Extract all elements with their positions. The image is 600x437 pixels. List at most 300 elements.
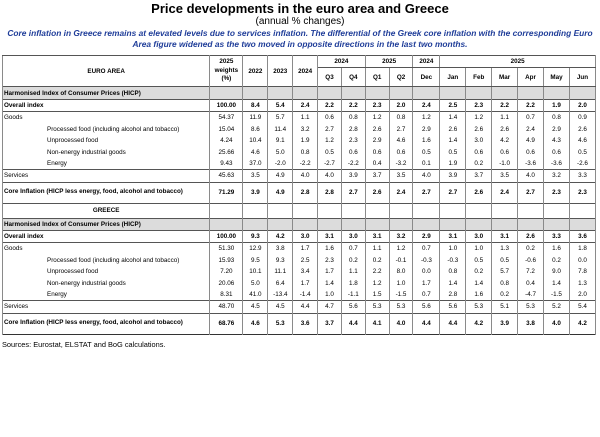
empty-cell (293, 218, 318, 230)
greece-value-cell: 3.1 (318, 230, 342, 242)
euro-value-cell: 0.5 (569, 146, 595, 157)
empty-cell (293, 203, 318, 218)
greece-value-cell: 1.4 (544, 277, 570, 288)
greece-row-label: Processed food (including alcohol and tobacco) (3, 255, 210, 266)
euro-value-cell: 4.0 (318, 170, 342, 182)
euro-value-cell: 15.04 (210, 124, 243, 135)
empty-cell (341, 87, 365, 99)
greece-value-cell: 7.8 (569, 266, 595, 277)
greece-value-cell: 3.4 (293, 266, 318, 277)
greece-value-cell: 1.4 (440, 277, 466, 288)
greece-value-cell: 1.7 (293, 243, 318, 255)
euro-value-cell: 0.6 (492, 146, 518, 157)
empty-cell (492, 87, 518, 99)
greece-value-cell: 51.30 (210, 243, 243, 255)
euro-value-cell: 4.24 (210, 135, 243, 146)
empty-cell (318, 87, 342, 99)
greece-value-cell: 100.00 (210, 230, 243, 242)
greece-value-cell: 0.0 (569, 255, 595, 266)
greece-row-label: Goods (3, 243, 210, 255)
euro-value-cell: 3.9 (341, 170, 365, 182)
greece-title: GREECE (3, 203, 210, 218)
empty-cell (440, 203, 466, 218)
euro-value-cell: 3.2 (293, 124, 318, 135)
greece-value-cell: -1.1 (341, 289, 365, 301)
greece-value-cell: 9.5 (243, 255, 268, 266)
empty-cell (440, 87, 466, 99)
greece-value-cell: 1.1 (365, 243, 389, 255)
greece-value-cell: 0.2 (466, 266, 492, 277)
header-group-2024: 2024 (318, 56, 366, 68)
euro-value-cell: 0.6 (341, 146, 365, 157)
euro-value-cell: 2.3 (544, 182, 570, 203)
greece-value-cell: 0.2 (365, 255, 389, 266)
greece-value-cell: 1.6 (466, 289, 492, 301)
euro-value-cell: 100.00 (210, 99, 243, 111)
empty-cell (210, 203, 243, 218)
euro-value-cell: 4.9 (268, 170, 293, 182)
greece-value-cell: 6.4 (268, 277, 293, 288)
empty-cell (341, 203, 365, 218)
empty-cell (440, 218, 466, 230)
greece-value-cell: 2.0 (569, 289, 595, 301)
euro-value-cell: 1.4 (440, 112, 466, 124)
euro-value-cell: -3.2 (389, 158, 413, 170)
euro-value-cell: 2.8 (293, 182, 318, 203)
euro-value-cell: 0.8 (293, 146, 318, 157)
greece-value-cell: 3.8 (518, 313, 544, 334)
euro-value-cell: -2.7 (318, 158, 342, 170)
euro-row (3, 182, 596, 203)
header-feb: Feb (466, 68, 492, 87)
empty-cell (268, 87, 293, 99)
greece-value-cell: 1.5 (365, 289, 389, 301)
empty-cell (210, 218, 243, 230)
greece-value-cell: 4.5 (268, 301, 293, 313)
greece-value-cell: -0.3 (413, 255, 440, 266)
euro-value-cell: -1.0 (492, 158, 518, 170)
euro-value-cell: 1.2 (365, 112, 389, 124)
euro-value-cell: 2.4 (413, 99, 440, 111)
empty-cell (365, 218, 389, 230)
euro-row-label: Services (3, 170, 210, 182)
greece-value-cell: 1.7 (318, 266, 342, 277)
greece-value-cell: 1.8 (341, 277, 365, 288)
greece-value-cell: 2.2 (365, 266, 389, 277)
greece-value-cell: 1.2 (389, 243, 413, 255)
greece-value-cell: 4.2 (268, 230, 293, 242)
greece-value-cell: 0.2 (518, 243, 544, 255)
euro-value-cell: 4.0 (413, 170, 440, 182)
euro-value-cell: 4.9 (518, 135, 544, 146)
euro-value-cell: 0.6 (365, 146, 389, 157)
empty-cell (389, 87, 413, 99)
euro-value-cell: 1.2 (413, 112, 440, 124)
greece-value-cell: 5.1 (492, 301, 518, 313)
euro-value-cell: 2.6 (365, 182, 389, 203)
empty-cell (569, 218, 595, 230)
euro-value-cell: 9.43 (210, 158, 243, 170)
empty-cell (389, 218, 413, 230)
empty-cell (243, 203, 268, 218)
euro-value-cell: -2.0 (268, 158, 293, 170)
euro-row (3, 135, 596, 146)
greece-value-cell: 2.6 (518, 230, 544, 242)
greece-value-cell: 1.0 (440, 243, 466, 255)
euro-value-cell: 2.8 (341, 124, 365, 135)
euro-value-cell: 2.9 (544, 124, 570, 135)
greece-value-cell: 4.4 (341, 313, 365, 334)
euro-value-cell: 2.6 (466, 182, 492, 203)
greece-value-cell: -0.6 (518, 255, 544, 266)
greece-value-cell: 3.0 (293, 230, 318, 242)
empty-cell (365, 203, 389, 218)
greece-value-cell: -1.5 (389, 289, 413, 301)
euro-value-cell: 4.2 (492, 135, 518, 146)
euro-value-cell: 4.0 (293, 170, 318, 182)
greece-value-cell: 2.8 (440, 289, 466, 301)
euro-value-cell: 2.7 (389, 124, 413, 135)
euro-value-cell: 3.9 (243, 182, 268, 203)
greece-row (3, 266, 596, 277)
euro-value-cell: 2.0 (569, 99, 595, 111)
euro-value-cell: 2.7 (318, 124, 342, 135)
euro-value-cell: 2.2 (518, 99, 544, 111)
empty-cell (466, 87, 492, 99)
greece-value-cell: 0.8 (492, 277, 518, 288)
greece-value-cell: 3.7 (318, 313, 342, 334)
empty-cell (413, 203, 440, 218)
euro-value-cell: 0.2 (466, 158, 492, 170)
greece-row-label: Services (3, 301, 210, 313)
empty-cell (492, 203, 518, 218)
euro-value-cell: 2.5 (440, 99, 466, 111)
euro-value-cell: 4.3 (544, 135, 570, 146)
euro-value-cell: 1.9 (440, 158, 466, 170)
greece-value-cell: 4.2 (569, 313, 595, 334)
empty-cell (492, 218, 518, 230)
header-group-2025b: 2025 (440, 56, 596, 68)
greece-value-cell: 3.1 (440, 230, 466, 242)
greece-value-cell: 4.5 (243, 301, 268, 313)
empty-cell (544, 87, 570, 99)
empty-cell (210, 87, 243, 99)
euro-value-cell: 3.7 (365, 170, 389, 182)
empty-cell (365, 87, 389, 99)
greece-row (3, 255, 596, 266)
euro-row (3, 146, 596, 157)
greece-value-cell: 7.20 (210, 266, 243, 277)
greece-hicp-section (3, 218, 596, 230)
euro-value-cell: 2.3 (365, 99, 389, 111)
euro-value-cell: 4.6 (389, 135, 413, 146)
euro-value-cell: 0.1 (413, 158, 440, 170)
greece-value-cell: 5.3 (389, 301, 413, 313)
greece-value-cell: 0.2 (492, 289, 518, 301)
euro-value-cell: 0.6 (518, 146, 544, 157)
euro-value-cell: 2.9 (365, 135, 389, 146)
greece-value-cell: 5.7 (492, 266, 518, 277)
greece-value-cell: -4.7 (518, 289, 544, 301)
greece-value-cell: 1.7 (413, 277, 440, 288)
euro-value-cell: 0.6 (544, 146, 570, 157)
greece-value-cell: 1.7 (293, 277, 318, 288)
description: Core inflation in Greece remains at elevated levels due to services inflation. The differential of the Greek core inflation with the corresponding Euro Area figure widened as the two moved in opposite directions in the last two months. (7, 28, 593, 49)
greece-value-cell: 68.76 (210, 313, 243, 334)
header-group-2024b: 2024 (413, 56, 440, 68)
euro-value-cell: 25.66 (210, 146, 243, 157)
greece-value-cell: 3.1 (492, 230, 518, 242)
euro-value-cell: 0.5 (318, 146, 342, 157)
greece-value-cell: 0.5 (466, 255, 492, 266)
greece-value-cell: 0.4 (518, 277, 544, 288)
greece-value-cell: 3.9 (492, 313, 518, 334)
empty-cell (544, 203, 570, 218)
euro-value-cell: 2.8 (318, 182, 342, 203)
greece-value-cell: 4.4 (293, 301, 318, 313)
greece-value-cell: 4.4 (440, 313, 466, 334)
header-q2: Q2 (389, 68, 413, 87)
greece-value-cell: 5.6 (341, 301, 365, 313)
euro-value-cell: 1.2 (466, 112, 492, 124)
greece-value-cell: 9.3 (268, 255, 293, 266)
greece-value-cell: 5.3 (518, 301, 544, 313)
header-2023: 2023 (268, 56, 293, 87)
greece-value-cell: 8.31 (210, 289, 243, 301)
euro-row-label: Unprocessed food (3, 135, 210, 146)
euro-value-cell: 1.9 (293, 135, 318, 146)
empty-cell (243, 87, 268, 99)
euro-row-label: Energy (3, 158, 210, 170)
euro-value-cell: 3.3 (569, 170, 595, 182)
euro-value-cell: 2.4 (293, 99, 318, 111)
euro-value-cell: 2.0 (389, 99, 413, 111)
header-q3: Q3 (318, 68, 342, 87)
euro-value-cell: 3.0 (466, 135, 492, 146)
greece-value-cell: 1.2 (365, 277, 389, 288)
euro-value-cell: 8.6 (243, 124, 268, 135)
euro-value-cell: 0.6 (318, 112, 342, 124)
empty-cell (569, 87, 595, 99)
empty-cell (243, 218, 268, 230)
greece-row-label: Non-energy industrial goods (3, 277, 210, 288)
greece-value-cell: 11.1 (268, 266, 293, 277)
greece-value-cell: 10.1 (243, 266, 268, 277)
euro-value-cell: 2.6 (365, 124, 389, 135)
euro-row-label: Core Inflation (HICP less energy, food, alcohol and tobacco) (3, 182, 210, 203)
euro-value-cell: 1.1 (492, 112, 518, 124)
empty-cell (413, 218, 440, 230)
greece-value-cell: 1.1 (341, 266, 365, 277)
greece-hicp-section-label: Harmonised Index of Consumer Prices (HICP) (3, 218, 210, 230)
greece-value-cell: 48.70 (210, 301, 243, 313)
greece-row-label: Overall index (3, 230, 210, 242)
euro-value-cell: 3.9 (440, 170, 466, 182)
empty-cell (518, 218, 544, 230)
greece-value-cell: 1.0 (389, 277, 413, 288)
greece-value-cell: 3.0 (341, 230, 365, 242)
euro-value-cell: 11.9 (243, 112, 268, 124)
euro-value-cell: 2.2 (492, 99, 518, 111)
euro-row (3, 158, 596, 170)
euro-value-cell: 2.6 (440, 124, 466, 135)
greece-value-cell: 0.7 (341, 243, 365, 255)
greece-value-cell: 4.7 (318, 301, 342, 313)
euro-value-cell: -3.6 (544, 158, 570, 170)
euro-value-cell: 2.9 (413, 124, 440, 135)
euro-value-cell: 4.0 (518, 170, 544, 182)
empty-cell (389, 203, 413, 218)
euro-value-cell: 1.2 (318, 135, 342, 146)
header-row-groups (3, 56, 596, 68)
euro-value-cell: 37.0 (243, 158, 268, 170)
euro-value-cell: 2.7 (518, 182, 544, 203)
table-body (3, 56, 596, 335)
greece-row (3, 301, 596, 313)
greece-value-cell: 1.6 (544, 243, 570, 255)
empty-cell (318, 203, 342, 218)
greece-value-cell: 1.6 (318, 243, 342, 255)
euro-value-cell: 2.7 (341, 182, 365, 203)
header-mar: Mar (492, 68, 518, 87)
greece-value-cell: 4.0 (544, 313, 570, 334)
euro-value-cell: 4.6 (243, 146, 268, 157)
euro-value-cell: 2.3 (466, 99, 492, 111)
euro-value-cell: 2.2 (341, 99, 365, 111)
greece-value-cell: 3.6 (293, 313, 318, 334)
greece-value-cell: 3.8 (268, 243, 293, 255)
empty-cell (569, 203, 595, 218)
header-dec: Dec (413, 68, 440, 87)
greece-row (3, 289, 596, 301)
euro-row-label: Goods (3, 112, 210, 124)
euro-value-cell: 0.8 (544, 112, 570, 124)
euro-value-cell: 4.6 (569, 135, 595, 146)
greece-value-cell: 0.8 (440, 266, 466, 277)
euro-value-cell: -2.2 (293, 158, 318, 170)
euro-value-cell: 5.0 (268, 146, 293, 157)
header-apr: Apr (518, 68, 544, 87)
greece-value-cell: 5.3 (466, 301, 492, 313)
greece-value-cell: 4.0 (389, 313, 413, 334)
euro-value-cell: 0.5 (440, 146, 466, 157)
empty-cell (413, 87, 440, 99)
greece-value-cell: -13.4 (268, 289, 293, 301)
empty-cell (544, 218, 570, 230)
greece-value-cell: 4.1 (365, 313, 389, 334)
header-2022: 2022 (243, 56, 268, 87)
euro-value-cell: 0.6 (466, 146, 492, 157)
euro-row (3, 99, 596, 111)
greece-value-cell: 0.5 (492, 255, 518, 266)
greece-value-cell: 1.4 (318, 277, 342, 288)
euro-value-cell: 2.4 (518, 124, 544, 135)
greece-value-cell: 9.3 (243, 230, 268, 242)
euro-value-cell: 5.7 (268, 112, 293, 124)
greece-value-cell: 1.3 (492, 243, 518, 255)
greece-value-cell: 1.0 (318, 289, 342, 301)
header-jan: Jan (440, 68, 466, 87)
empty-cell (466, 218, 492, 230)
greece-value-cell: 0.2 (544, 255, 570, 266)
euro-value-cell: 4.9 (268, 182, 293, 203)
greece-value-cell: 12.9 (243, 243, 268, 255)
euro-value-cell: 2.6 (492, 124, 518, 135)
euro-value-cell: 3.7 (466, 170, 492, 182)
greece-value-cell: 9.0 (544, 266, 570, 277)
greece-value-cell: 2.9 (413, 230, 440, 242)
euro-value-cell: 71.29 (210, 182, 243, 203)
euro-value-cell: 1.9 (544, 99, 570, 111)
euro-value-cell: 0.9 (569, 112, 595, 124)
greece-value-cell: 0.7 (413, 243, 440, 255)
greece-value-cell: 5.3 (365, 301, 389, 313)
greece-row (3, 243, 596, 255)
greece-value-cell: 1.4 (466, 277, 492, 288)
greece-value-cell: -0.1 (389, 255, 413, 266)
euro-value-cell: 2.3 (569, 182, 595, 203)
euro-value-cell: 0.8 (389, 112, 413, 124)
greece-value-cell: 3.2 (389, 230, 413, 242)
euro-value-cell: -2.6 (569, 158, 595, 170)
header-group-2025: 2025 (365, 56, 413, 68)
empty-cell (518, 203, 544, 218)
greece-value-cell: 20.06 (210, 277, 243, 288)
greece-value-cell: 2.3 (318, 255, 342, 266)
greece-value-cell: 1.0 (466, 243, 492, 255)
euro-value-cell: 2.4 (492, 182, 518, 203)
greece-value-cell: 3.0 (466, 230, 492, 242)
euro-value-cell: 3.5 (389, 170, 413, 182)
greece-value-cell: 4.2 (466, 313, 492, 334)
euro-value-cell: 10.4 (243, 135, 268, 146)
euro-row-label: Non-energy industrial goods (3, 146, 210, 157)
euro-value-cell: 0.4 (365, 158, 389, 170)
euro-row (3, 124, 596, 135)
greece-value-cell: -0.3 (440, 255, 466, 266)
euro-value-cell: 9.1 (268, 135, 293, 146)
empty-cell (268, 218, 293, 230)
euro-value-cell: 1.1 (293, 112, 318, 124)
header-euro-area: EURO AREA (3, 56, 210, 87)
header-q4: Q4 (341, 68, 365, 87)
greece-value-cell: 1.3 (569, 277, 595, 288)
greece-value-cell: 0.0 (413, 266, 440, 277)
greece-title-row (3, 203, 596, 218)
euro-value-cell: 3.5 (243, 170, 268, 182)
euro-value-cell: 2.6 (569, 124, 595, 135)
euro-row (3, 112, 596, 124)
euro-value-cell: 0.6 (389, 146, 413, 157)
euro-value-cell: 1.4 (440, 135, 466, 146)
euro-value-cell: 2.7 (440, 182, 466, 203)
greece-row-label: Unprocessed food (3, 266, 210, 277)
empty-cell (293, 87, 318, 99)
header-weights: 2025 weights (%) (210, 56, 243, 87)
euro-row-label: Processed food (including alcohol and tobacco) (3, 124, 210, 135)
euro-hicp-section-label: Harmonised Index of Consumer Prices (HICP) (3, 87, 210, 99)
greece-value-cell: 3.1 (365, 230, 389, 242)
euro-value-cell: -3.6 (518, 158, 544, 170)
euro-value-cell: 5.4 (268, 99, 293, 111)
euro-value-cell: 2.3 (341, 135, 365, 146)
source-note: Sources: Eurostat, ELSTAT and BoG calculations. (2, 339, 166, 349)
greece-value-cell: 3.6 (569, 230, 595, 242)
greece-value-cell: 5.2 (544, 301, 570, 313)
greece-value-cell: -1.4 (293, 289, 318, 301)
euro-value-cell: 3.5 (492, 170, 518, 182)
euro-value-cell: 2.2 (318, 99, 342, 111)
